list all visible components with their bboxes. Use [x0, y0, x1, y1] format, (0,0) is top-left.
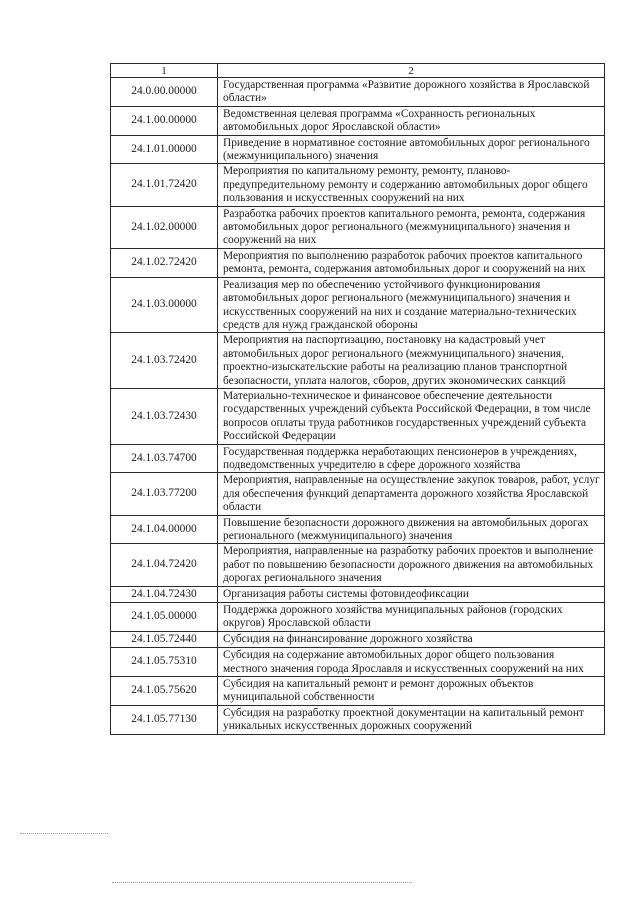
target-article-code: 24.1.03.74700: [111, 444, 218, 473]
target-article-name: Ведомственная целевая программа «Сохранность региональных автомобильных дорог Ярославской области»: [218, 106, 605, 135]
target-article-code: 24.0.00.00000: [111, 78, 218, 107]
target-article-code: 24.1.05.75310: [111, 648, 218, 677]
target-article-code: 24.1.05.72440: [111, 631, 218, 647]
target-article-name: Субсидия на финансирование дорожного хозяйства: [218, 631, 605, 647]
table-row: [111, 444, 605, 473]
table-row: [111, 677, 605, 706]
target-article-code: 24.1.03.72420: [111, 333, 218, 389]
target-article-code: 24.1.04.72420: [111, 544, 218, 586]
target-article-name: Мероприятия на паспортизацию, постановку на кадастровый учет автомобильных дорог регионального (межмуниципального) значения, проектно-изыскательские работы на реализацию планов транспортной безопасности, уплата налогов, сборов, других экономических санкций: [218, 333, 605, 389]
target-article-name: Организация работы системы фотовидеофиксации: [218, 586, 605, 602]
table-row: [111, 473, 605, 515]
table-row: [111, 206, 605, 248]
target-article-name: Мероприятия по выполнению разработок рабочих проектов капитального ремонта, ремонта, содержания автомобильных дорог и сооружений на них: [218, 248, 605, 277]
target-article-name: Мероприятия, направленные на осуществление закупок товаров, работ, услуг для обеспечения функций департамента дорожного хозяйства Ярославской области: [218, 473, 605, 515]
table-row: [111, 515, 605, 544]
table-row: [111, 333, 605, 389]
target-article-name: Мероприятия по капитальному ремонту, ремонту, планово-предупредительному ремонту и содержанию автомобильных дорог общего пользования и искусственных сооружений на них: [218, 164, 605, 206]
column-header-2: 2: [218, 64, 605, 78]
table-row: [111, 135, 605, 164]
table-row: [111, 277, 605, 333]
target-article-code: 24.1.04.00000: [111, 515, 218, 544]
table-row: [111, 544, 605, 586]
table-row: [111, 248, 605, 277]
budget-classification-table: [110, 63, 605, 735]
target-article-code: 24.1.02.00000: [111, 206, 218, 248]
table-row: [111, 648, 605, 677]
target-article-code: 24.1.05.00000: [111, 603, 218, 632]
table-row: [111, 705, 605, 734]
target-article-code: 24.1.02.72420: [111, 248, 218, 277]
target-article-code: 24.1.00.00000: [111, 106, 218, 135]
target-article-code: 24.1.01.72420: [111, 164, 218, 206]
scan-artifact-line: [112, 882, 412, 883]
table-row: [111, 78, 605, 107]
target-article-code: 24.1.03.77200: [111, 473, 218, 515]
table-row: [111, 603, 605, 632]
target-article-name: Государственная программа «Развитие дорожного хозяйства в Ярославской области»: [218, 78, 605, 107]
table-row: [111, 106, 605, 135]
table-body: [111, 78, 605, 735]
target-article-code: 24.1.04.72430: [111, 586, 218, 602]
table-header-row: [111, 64, 605, 78]
target-article-name: Субсидия на капитальный ремонт и ремонт дорожных объектов муниципальной собственности: [218, 677, 605, 706]
column-header-1: 1: [111, 64, 218, 78]
target-article-name: Материально-техническое и финансовое обеспечение деятельности государственных учреждений субъекта Российской Федерации, в том числе вопросов оплаты труда работников государственных учреждений субъекта Российской Федерации: [218, 388, 605, 444]
target-article-name: Мероприятия, направленные на разработку рабочих проектов и выполнение работ по повышению безопасности дорожного движения на автомобильных дорогах регионального значения: [218, 544, 605, 586]
target-article-name: Государственная поддержка неработающих пенсионеров в учреждениях, подведомственных учредителю в сфере дорожного хозяйства: [218, 444, 605, 473]
target-article-name: Поддержка дорожного хозяйства муниципальных районов (городских округов) Ярославской области: [218, 603, 605, 632]
target-article-code: 24.1.03.72430: [111, 388, 218, 444]
target-article-code: 24.1.01.00000: [111, 135, 218, 164]
table-row: [111, 164, 605, 206]
table-row: [111, 586, 605, 602]
table-row: [111, 631, 605, 647]
table-row: [111, 388, 605, 444]
target-article-name: Приведение в нормативное состояние автомобильных дорог регионального (межмуниципального) значения: [218, 135, 605, 164]
target-article-code: 24.1.03.00000: [111, 277, 218, 333]
target-article-name: Субсидия на содержание автомобильных дорог общего пользования местного значения города Ярославля и искусственных сооружений на них: [218, 648, 605, 677]
target-article-name: Разработка рабочих проектов капитального ремонта, ремонта, содержания автомобильных дорог регионального (межмуниципального) значения и сооружений на них: [218, 206, 605, 248]
scan-artifact-line: [20, 833, 108, 834]
target-article-code: 24.1.05.77130: [111, 705, 218, 734]
target-article-name: Субсидия на разработку проектной документации на капитальный ремонт уникальных искусственных дорожных сооружений: [218, 705, 605, 734]
target-article-name: Повышение безопасности дорожного движения на автомобильных дорогах регионального (межмуниципального) значения: [218, 515, 605, 544]
target-article-name: Реализация мер по обеспечению устойчивого функционирования автомобильных дорог регионального (межмуниципального) значения и искусственных сооружений на них и создание материально-технических средств для нужд гражданской обороны: [218, 277, 605, 333]
target-article-code: 24.1.05.75620: [111, 677, 218, 706]
